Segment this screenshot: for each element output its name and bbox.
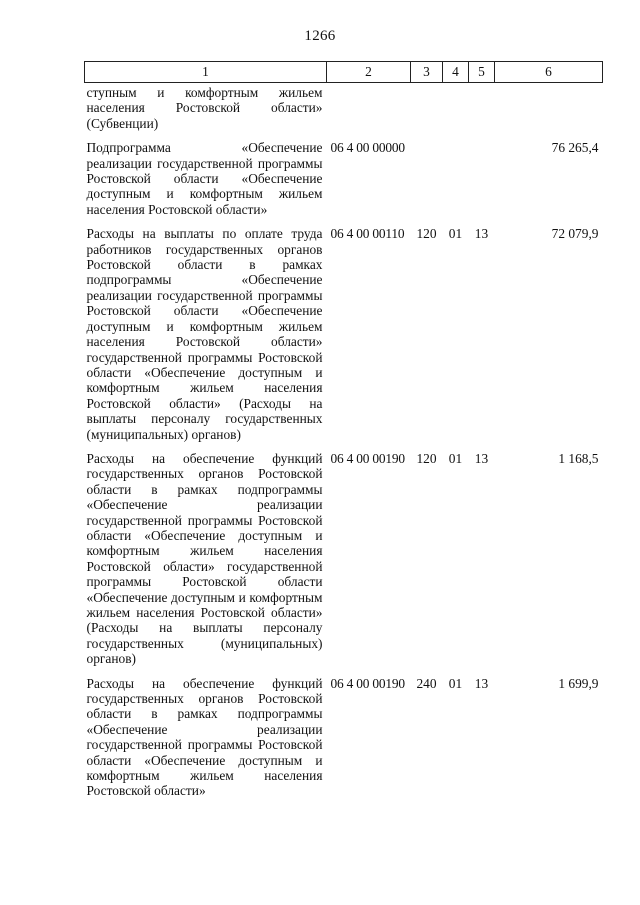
row-vr: 120 bbox=[416, 450, 437, 466]
row-vr bbox=[411, 140, 443, 226]
row-pr: 13 bbox=[474, 450, 489, 466]
row-pr bbox=[469, 140, 495, 226]
row-rz bbox=[443, 140, 469, 226]
row-code: 06 4 00 00190 bbox=[330, 675, 405, 691]
header-col-5: 5 bbox=[469, 62, 495, 83]
table-row bbox=[85, 140, 603, 226]
row-rz: 01 bbox=[448, 450, 463, 466]
header-col-3: 3 bbox=[411, 62, 443, 83]
row-rz: 01 bbox=[448, 226, 463, 242]
row-description: Расходы на обеспечение функций государственных органов Ростовской области в рамках подпрограммы «Обеспечение реализации государственной программы Ростовской области «Обеспечение доступным и комфортным жильем населения Ростовской области» государственной программы Ростовской области «Обеспечение доступным и комфортным жильем населения Ростовской области» (Расходы на выплаты персоналу государственных (муниципальных) органов) bbox=[86, 450, 323, 667]
header-col-6: 6 bbox=[495, 62, 603, 83]
row-pr: 13 bbox=[474, 675, 489, 691]
header-col-2: 2 bbox=[327, 62, 411, 83]
row-amount: 1 699,9 bbox=[558, 675, 599, 691]
row-rz bbox=[443, 83, 469, 141]
row-pr bbox=[469, 83, 495, 141]
table-row bbox=[85, 226, 603, 451]
page-number: 1266 bbox=[304, 28, 336, 44]
table-row bbox=[85, 83, 603, 141]
row-description: Расходы на обеспечение функций государственных органов Ростовской области в рамках подпрограммы «Обеспечение реализации государственной программы Ростовской области «Обеспечение доступным и комфортным жильем населения Ростовской области» bbox=[86, 675, 323, 799]
header-col-1: 1 bbox=[85, 62, 327, 83]
row-amount: 76 265,4 bbox=[551, 140, 599, 156]
row-amount: 72 079,9 bbox=[551, 226, 599, 242]
row-pr: 13 bbox=[474, 226, 489, 242]
table-row bbox=[85, 676, 603, 808]
row-vr bbox=[411, 83, 443, 141]
row-code: 06 4 00 00190 bbox=[330, 450, 405, 466]
table-row bbox=[85, 451, 603, 676]
row-description: Расходы на выплаты по оплате труда работников государственных органов Ростовской области в рамках подпрограммы «Обеспечение реализации государственной программы Ростовской области «Обеспечение доступным и комфортным жильем населения Ростовской области» государственной программы Ростовской области «Обеспечение доступным и комфортным жильем населения Ростовской области» (Расходы на выплаты персоналу государственных (муниципальных) органов) bbox=[86, 226, 323, 442]
budget-table bbox=[84, 61, 603, 808]
row-rz: 01 bbox=[448, 675, 463, 691]
header-col-4: 4 bbox=[443, 62, 469, 83]
row-description: ступным и комфортным жильем населения Ростовской области» (Субвенции) bbox=[86, 85, 323, 131]
table-body bbox=[85, 83, 603, 808]
row-code bbox=[327, 83, 411, 141]
table-header bbox=[85, 62, 603, 83]
row-code: 06 4 00 00110 bbox=[330, 226, 405, 242]
row-vr: 120 bbox=[416, 226, 437, 242]
header-row bbox=[85, 62, 603, 83]
row-amount: 1 168,5 bbox=[558, 450, 599, 466]
row-description: Подпрограмма «Обеспечение реализации государственной программы Ростовской области «Обеспечение доступным и комфортным жильем населения Ростовской области» bbox=[86, 140, 323, 217]
row-code: 06 4 00 00000 bbox=[330, 140, 405, 156]
row-vr: 240 bbox=[416, 675, 437, 691]
row-amount bbox=[495, 83, 603, 141]
